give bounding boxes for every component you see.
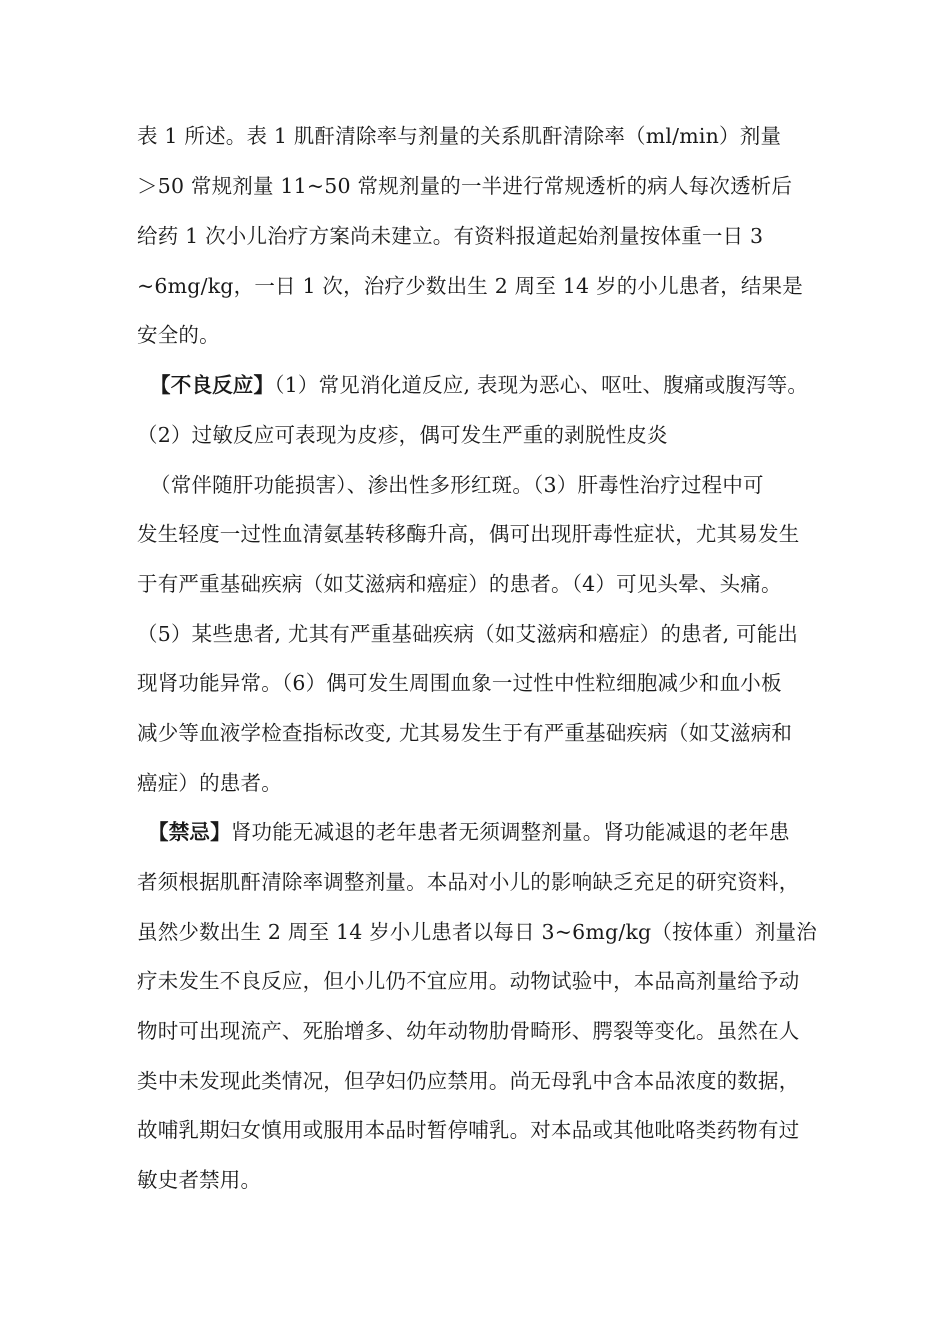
text-line: 于有严重基础疾病（如艾滋病和癌症）的患者。（4）可见头晕、头痛。 xyxy=(137,572,782,596)
adverse-reactions-first-line xyxy=(150,372,808,398)
text-line: 故哺乳期妇女慎用或服用本品时暂停哺乳。对本品或其他吡咯类药物有过 xyxy=(137,1118,800,1142)
text-line: 现肾功能异常。（6）偶可发生周围血象一过性中性粒细胞减少和血小板 xyxy=(137,671,782,695)
text-line: ＞50 常规剂量 11~50 常规剂量的一半进行常规透析的病人每次透析后 xyxy=(137,174,793,198)
text-line: 给药 1 次小儿治疗方案尚未建立。有资料报道起始剂量按体重一日 3 xyxy=(137,224,764,248)
text-line: 者须根据肌酐清除率调整剂量。本品对小儿的影响缺乏充足的研究资料， xyxy=(137,870,800,894)
contraindications-heading: 【禁忌】 xyxy=(148,820,231,844)
text-line: 发生轻度一过性血清氨基转移酶升高，偶可出现肝毒性症状，尤其易发生 xyxy=(137,522,800,546)
adverse-reactions-text: （1）常见消化道反应, 表现为恶心、呕吐、腹痛或腹泻等。 xyxy=(274,373,809,397)
text-line: 敏史者禁用。 xyxy=(137,1168,262,1192)
text-line: 疗未发生不良反应，但小儿仍不宜应用。动物试验中，本品高剂量给予动 xyxy=(137,969,800,993)
text-line: 虽然少数出生 2 周至 14 岁小儿患者以每日 3~6mg/kg（按体重）剂量治 xyxy=(137,920,817,944)
text-line: ~6mg/kg，一日 1 次，治疗少数出生 2 周至 14 岁的小儿患者，结果是 xyxy=(137,274,804,298)
contraindications-first-line xyxy=(148,819,790,845)
adverse-reactions-heading: 【不良反应】 xyxy=(150,373,275,397)
text-line: 减少等血液学检查指标改变, 尤其易发生于有严重基础疾病（如艾滋病和 xyxy=(137,721,793,745)
text-line: 安全的。 xyxy=(137,323,220,347)
text-line: （常伴随肝功能损害）、渗出性多形红斑。（3）肝毒性治疗过程中可 xyxy=(150,473,764,497)
text-line: 癌症）的患者。 xyxy=(137,771,282,795)
text-line: 表 1 所述。表 1 肌酐清除率与剂量的关系肌酐清除率（ml/min）剂量 xyxy=(137,124,782,148)
text-line: （5）某些患者, 尤其有严重基础疾病（如艾滋病和癌症）的患者, 可能出 xyxy=(137,622,799,646)
text-line: （2）过敏反应可表现为皮疹，偶可发生严重的剥脱性皮炎 xyxy=(137,423,668,447)
text-line: 物时可出现流产、死胎增多、幼年动物肋骨畸形、腭裂等变化。虽然在人 xyxy=(137,1019,800,1043)
contraindications-text: 肾功能无减退的老年患者无须调整剂量。肾功能减退的老年患 xyxy=(230,820,790,844)
text-line: 类中未发现此类情况，但孕妇仍应禁用。尚无母乳中含本品浓度的数据， xyxy=(137,1069,800,1093)
